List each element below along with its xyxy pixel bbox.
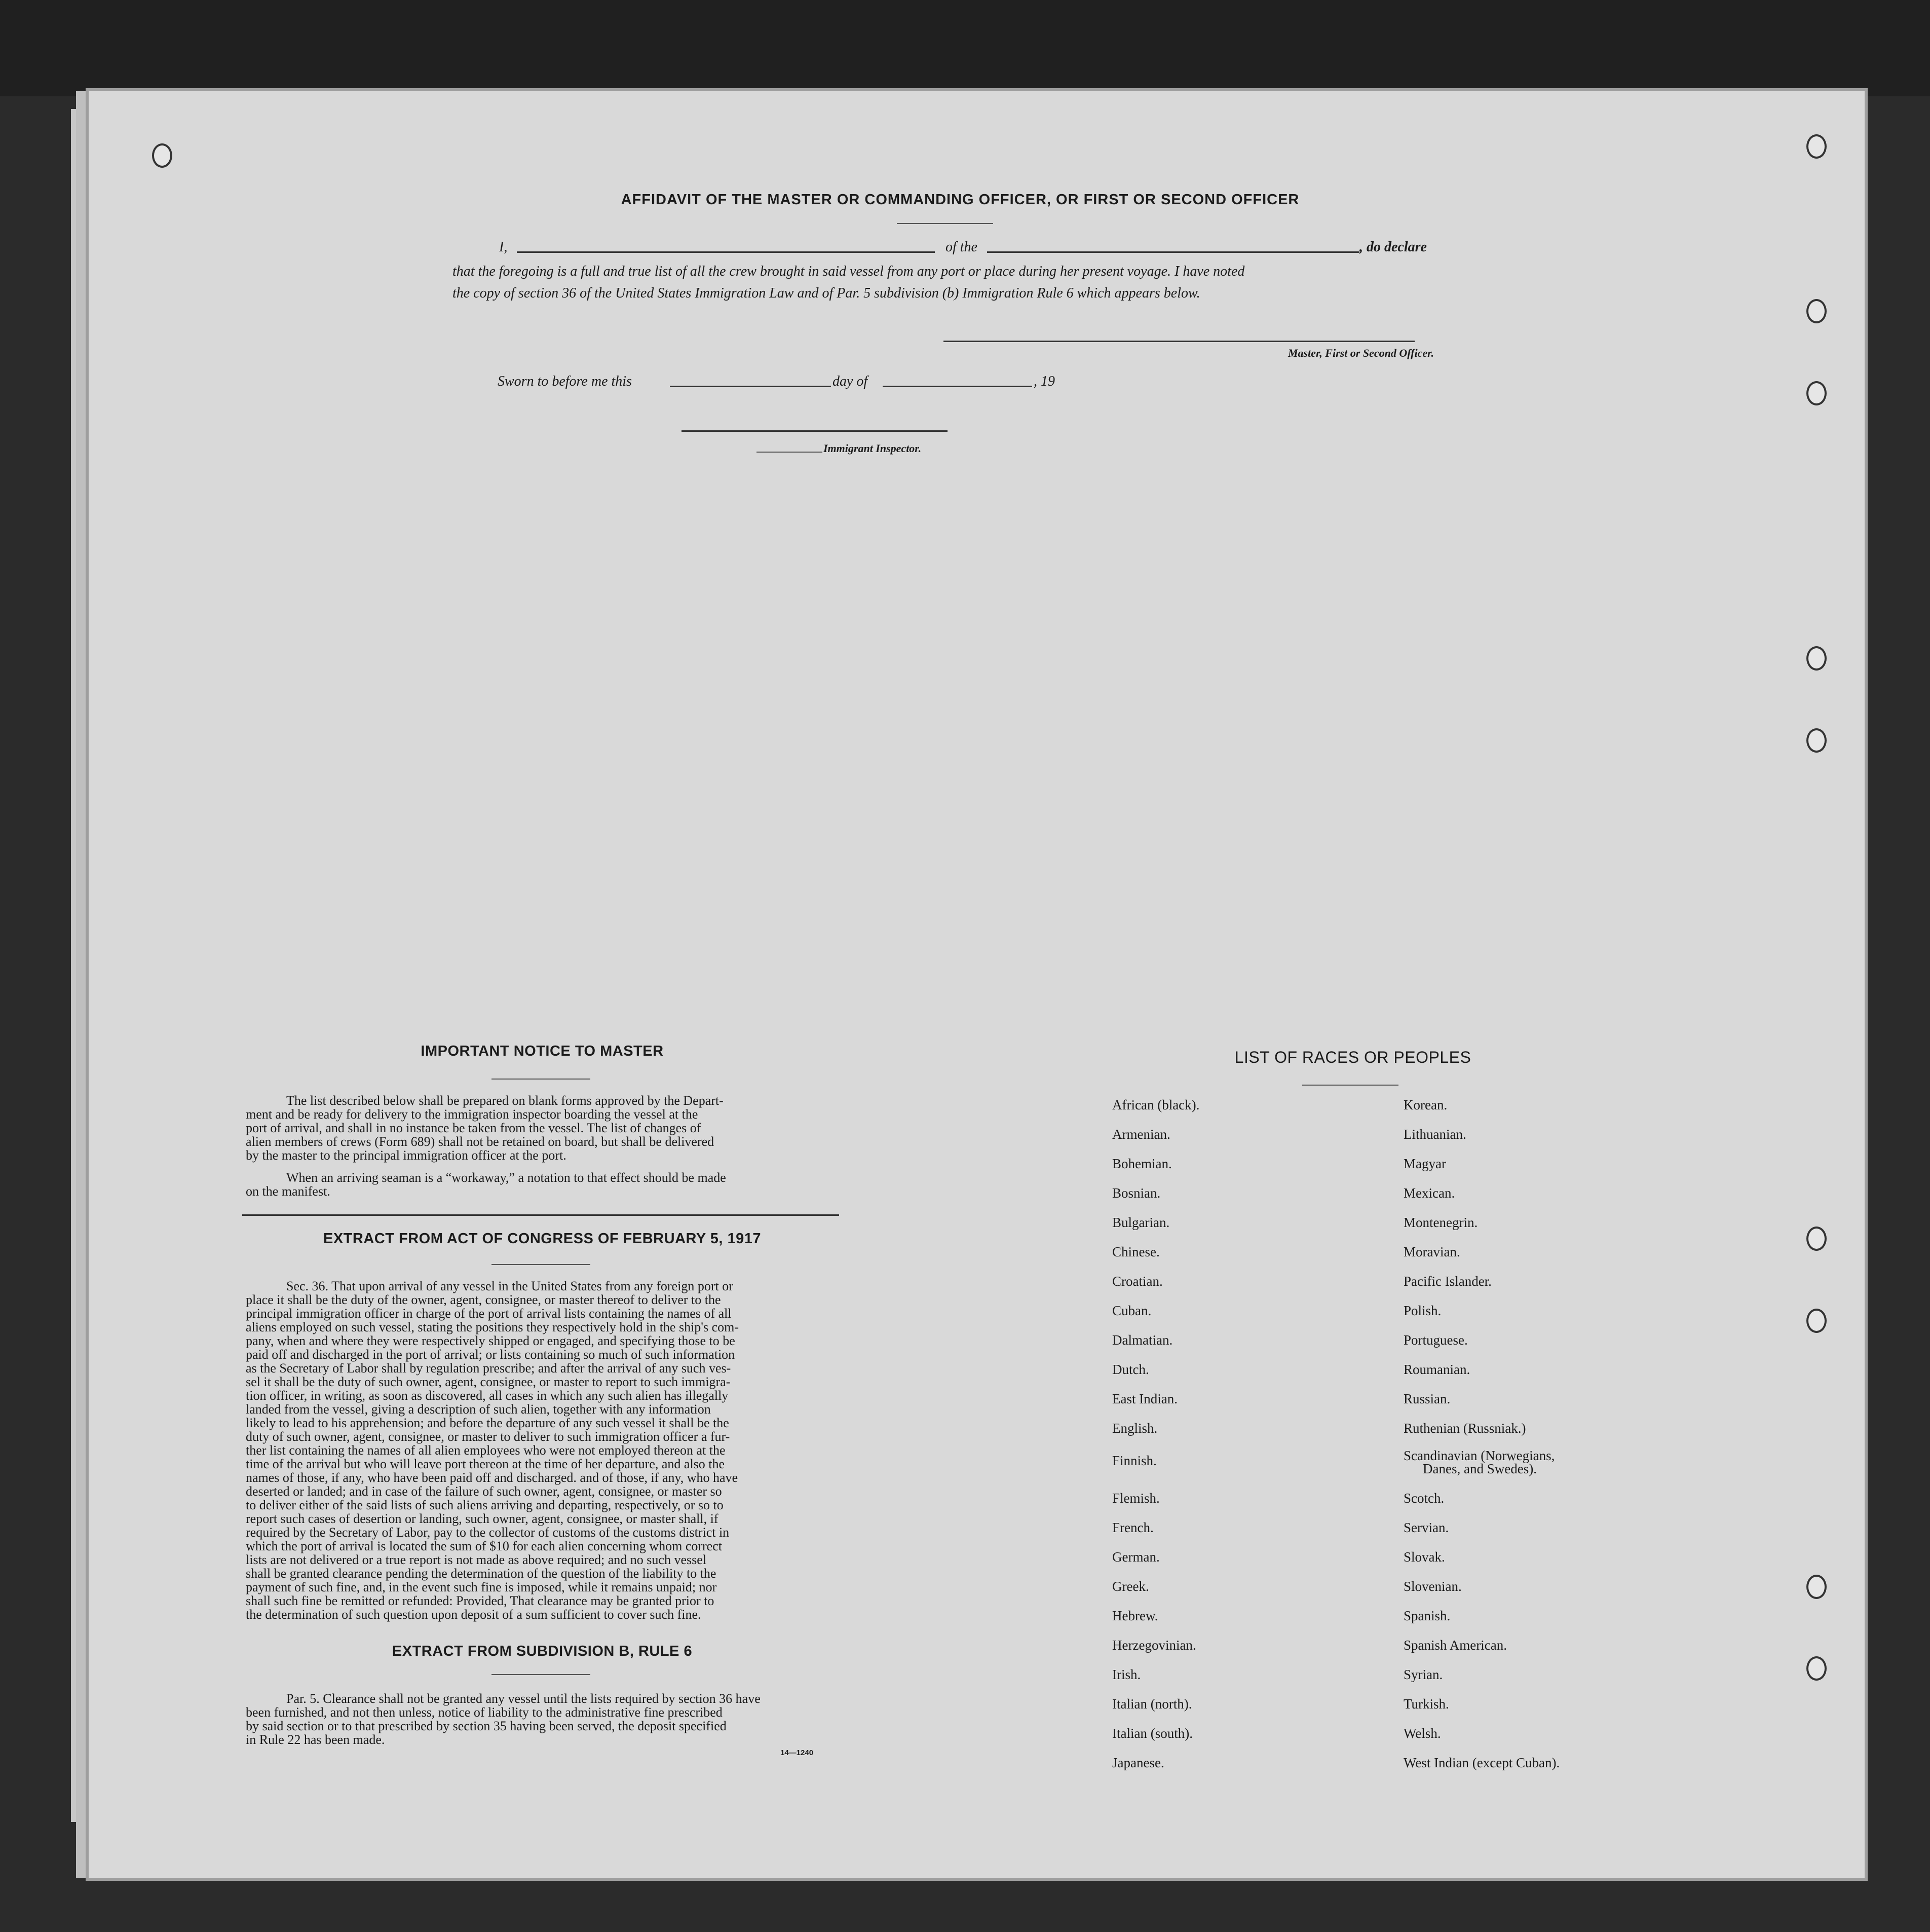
text-line: required by the Secretary of Labor, pay to the collector of customs of the customs district in	[246, 1525, 730, 1540]
text-line: been furnished, and not then unless, notice of liability to the administrative fine prescribed	[246, 1705, 723, 1720]
text-line: sel it shall be the duty of such owner, agent, consignee, or master to report to such immigra-	[246, 1374, 731, 1389]
race-item: Irish.	[1112, 1667, 1141, 1682]
notice-paragraph-2	[246, 1171, 838, 1198]
text-line: Sec. 36. That upon arrival of any vessel in the United States from any foreign port or	[286, 1279, 733, 1293]
text-line: ther list containing the names of all alien employees who were not employed thereon at the	[246, 1443, 726, 1458]
text-line: The list described below shall be prepared on blank forms approved by the Depart-	[286, 1093, 724, 1108]
text-line: ment and be ready for delivery to the immigration inspector boarding the vessel at the	[246, 1107, 698, 1122]
race-item: Portuguese.	[1404, 1332, 1468, 1348]
extract-rule-text	[246, 1692, 838, 1747]
text-line: on the manifest.	[246, 1184, 330, 1199]
race-item: Greek.	[1112, 1579, 1149, 1594]
race-item: Armenian.	[1112, 1127, 1170, 1142]
punch-hole-icon	[1806, 1575, 1827, 1599]
extract-act-text	[246, 1279, 838, 1621]
race-item: Bosnian.	[1112, 1185, 1161, 1201]
race-item: Montenegrin.	[1404, 1215, 1478, 1230]
text-line: port of arrival, and shall in no instance be taken from the vessel. The list of changes of	[246, 1121, 701, 1135]
sworn-label: Sworn to before me this	[498, 374, 632, 389]
punch-hole-icon	[1806, 299, 1827, 323]
text-line: which the port of arrival is located the sum of $10 for each alien concerning whom correct	[246, 1539, 722, 1553]
text-line: place it shall be the duty of the owner, agent, consignee, or master thereof to deliver to the	[246, 1292, 721, 1307]
race-item: Finnish.	[1112, 1453, 1157, 1468]
text-line: by said section or to that prescribed by section 35 having been served, the deposit specified	[246, 1719, 727, 1733]
inspector-signature-line[interactable]	[682, 430, 948, 432]
officer-signature-line[interactable]	[943, 341, 1415, 342]
race-item: Mexican.	[1404, 1185, 1455, 1201]
race-item: Lithuanian.	[1404, 1127, 1466, 1142]
punch-hole-icon	[1806, 134, 1827, 159]
race-item: Bohemian.	[1112, 1156, 1172, 1171]
punch-hole-icon	[1806, 728, 1827, 753]
race-item: Dalmatian.	[1112, 1332, 1173, 1348]
text-line: landed from the vessel, giving a description of such alien, together with any information	[246, 1402, 711, 1417]
punch-hole-icon	[152, 143, 172, 168]
sworn-day-line[interactable]	[670, 386, 831, 387]
notice-title: IMPORTANT NOTICE TO MASTER	[421, 1043, 664, 1059]
divider	[491, 1264, 590, 1265]
punch-hole-icon	[1806, 1656, 1827, 1681]
race-item: Korean.	[1404, 1097, 1448, 1112]
race-item: French.	[1112, 1520, 1154, 1535]
punch-hole-icon	[1806, 1227, 1827, 1251]
text-line: by the master to the principal immigration officer at the port.	[246, 1148, 566, 1163]
text-line: in Rule 22 has been made.	[246, 1732, 385, 1747]
race-item: Turkish.	[1404, 1696, 1449, 1712]
race-item-continuation: Danes, and Swedes).	[1423, 1461, 1537, 1476]
text-line: names of those, if any, who have been paid off and discharged. and of those, if any, who have	[246, 1470, 738, 1485]
vessel-line[interactable]	[987, 251, 1359, 253]
text-line: paid off and discharged in the port of arrival; or lists containing so much of such information	[246, 1347, 735, 1362]
text-line: report such cases of desertion or landing, such owner, agent, consignee, or master shall, if	[246, 1511, 718, 1526]
text-line: deserted or landed; and in case of the failure of such owner, agent, consignee, or master so	[246, 1484, 722, 1499]
underlying-page-edge	[71, 109, 81, 1822]
race-item: Scandinavian (Norwegians,	[1404, 1448, 1555, 1463]
punch-hole-icon	[1806, 646, 1827, 671]
sworn-month-line[interactable]	[883, 386, 1032, 387]
race-item: Welsh.	[1404, 1726, 1441, 1741]
race-item: Spanish American.	[1404, 1638, 1507, 1653]
race-item: Roumanian.	[1404, 1362, 1470, 1377]
text-line: When an arriving seaman is a “workaway,” a notation to that effect should be made	[286, 1170, 726, 1185]
divider	[897, 223, 993, 224]
race-item: Italian (south).	[1112, 1726, 1193, 1741]
race-item: African (black).	[1112, 1097, 1200, 1112]
scanner-background	[0, 0, 1930, 96]
text-line: shall be granted clearance pending the determination of the question of the liability to the	[246, 1566, 716, 1581]
race-item: Polish.	[1404, 1303, 1442, 1318]
inspector-label: Immigrant Inspector.	[823, 442, 922, 455]
affidavit-line-3: the copy of section 36 of the United States Immigration Law and of Par. 5 subdivision (b) Immigration Rule 6 which appears below.	[452, 285, 1200, 301]
divider	[1302, 1085, 1398, 1086]
extract-act-title: EXTRACT FROM ACT OF CONGRESS OF FEBRUARY 5, 1917	[323, 1231, 762, 1247]
text-line: payment of such fine, and, in the event such fine is imposed, while it remains unpaid; nor	[246, 1580, 717, 1594]
text-line: the determination of such question upon deposit of a sum sufficient to cover such fine.	[246, 1607, 701, 1622]
affidavit-of-the-label: of the	[945, 239, 977, 255]
race-item: Slovenian.	[1404, 1579, 1462, 1594]
notice-paragraph-1	[246, 1094, 838, 1162]
punch-hole-icon	[1806, 381, 1827, 405]
affidavit-title: AFFIDAVIT OF THE MASTER OR COMMANDING OFFICER, OR FIRST OR SECOND OFFICER	[621, 192, 1300, 208]
race-item: Ruthenian (Russniak.)	[1404, 1421, 1526, 1436]
divider	[491, 1674, 590, 1675]
text-line: pany, when and where they were respectively shipped or engaged, and specifying those to be	[246, 1333, 735, 1348]
race-item: Cuban.	[1112, 1303, 1152, 1318]
race-item: Bulgarian.	[1112, 1215, 1170, 1230]
race-item: Croatian.	[1112, 1274, 1163, 1289]
race-item: Dutch.	[1112, 1362, 1149, 1377]
race-item: Hebrew.	[1112, 1608, 1158, 1623]
text-line: aliens employed on such vessel, stating the positions they respectively hold in the ship's com-	[246, 1320, 739, 1334]
race-item: Herzegovinian.	[1112, 1638, 1196, 1653]
text-line: tion officer, in writing, as soon as discovered, all cases in which any such alien has illegally	[246, 1388, 729, 1403]
section-divider	[242, 1214, 839, 1216]
race-item: Scotch.	[1404, 1491, 1445, 1506]
text-line: principal immigration officer in charge of the port of arrival lists containing the names of all	[246, 1306, 732, 1321]
race-item: Japanese.	[1112, 1755, 1164, 1770]
race-item: Moravian.	[1404, 1244, 1460, 1259]
race-item: Slovak.	[1404, 1549, 1445, 1565]
officer-signature-label: Master, First or Second Officer.	[1288, 347, 1434, 359]
name-line[interactable]	[517, 251, 935, 253]
race-item: Magyar	[1404, 1156, 1446, 1171]
extract-rule-title: EXTRACT FROM SUBDIVISION B, RULE 6	[392, 1643, 693, 1659]
race-item: Italian (north).	[1112, 1696, 1192, 1712]
day-of-label: day of	[832, 374, 868, 389]
text-line: lists are not delivered or a true report is not made as above required; and no such vessel	[246, 1552, 706, 1567]
race-item: Syrian.	[1404, 1667, 1443, 1682]
text-line: likely to lead to his apprehension; and before the departure of any such vessel it shall be the	[246, 1416, 729, 1430]
divider	[491, 1079, 590, 1080]
text-line: as the Secretary of Labor shall by regulation prescribe; and after the arrival of any such ves-	[246, 1361, 731, 1376]
text-line: to deliver either of the said lists of such aliens arriving and departing, respectively, or so to	[246, 1498, 724, 1512]
text-line: duty of such owner, agent, consignee, or master to deliver to such immigration officer a fur-	[246, 1429, 730, 1444]
races-title: LIST OF RACES OR PEOPLES	[1234, 1048, 1471, 1066]
text-line: Par. 5. Clearance shall not be granted any vessel until the lists required by section 36 have	[286, 1691, 761, 1706]
text-line: alien members of crews (Form 689) shall not be retained on board, but shall be delivered	[246, 1134, 714, 1149]
affidavit-i-label: I,	[499, 239, 508, 255]
race-item: English.	[1112, 1421, 1158, 1436]
race-item: Spanish.	[1404, 1608, 1451, 1623]
race-item: German.	[1112, 1549, 1160, 1565]
inspector-prefix-line	[756, 452, 822, 453]
year-label: , 19	[1034, 374, 1055, 389]
affidavit-do-declare: , do declare	[1359, 239, 1427, 255]
affidavit-line-2: that the foregoing is a full and true list of all the crew brought in said vessel from any port or place during her present voyage. I have noted	[452, 264, 1245, 279]
race-item: West Indian (except Cuban).	[1404, 1755, 1560, 1770]
race-item: Chinese.	[1112, 1244, 1160, 1259]
race-item: Pacific Islander.	[1404, 1274, 1492, 1289]
race-item: Russian.	[1404, 1391, 1451, 1406]
form-number: 14—1240	[780, 1749, 814, 1757]
text-line: shall such fine be remitted or refunded: Provided, That clearance may be granted prior to	[246, 1593, 714, 1608]
race-item: Servian.	[1404, 1520, 1449, 1535]
text-line: time of the arrival but who will leave port thereon at the time of her departure, and also the	[246, 1457, 725, 1471]
race-item: East Indian.	[1112, 1391, 1178, 1406]
race-item: Flemish.	[1112, 1491, 1160, 1506]
punch-hole-icon	[1806, 1309, 1827, 1333]
